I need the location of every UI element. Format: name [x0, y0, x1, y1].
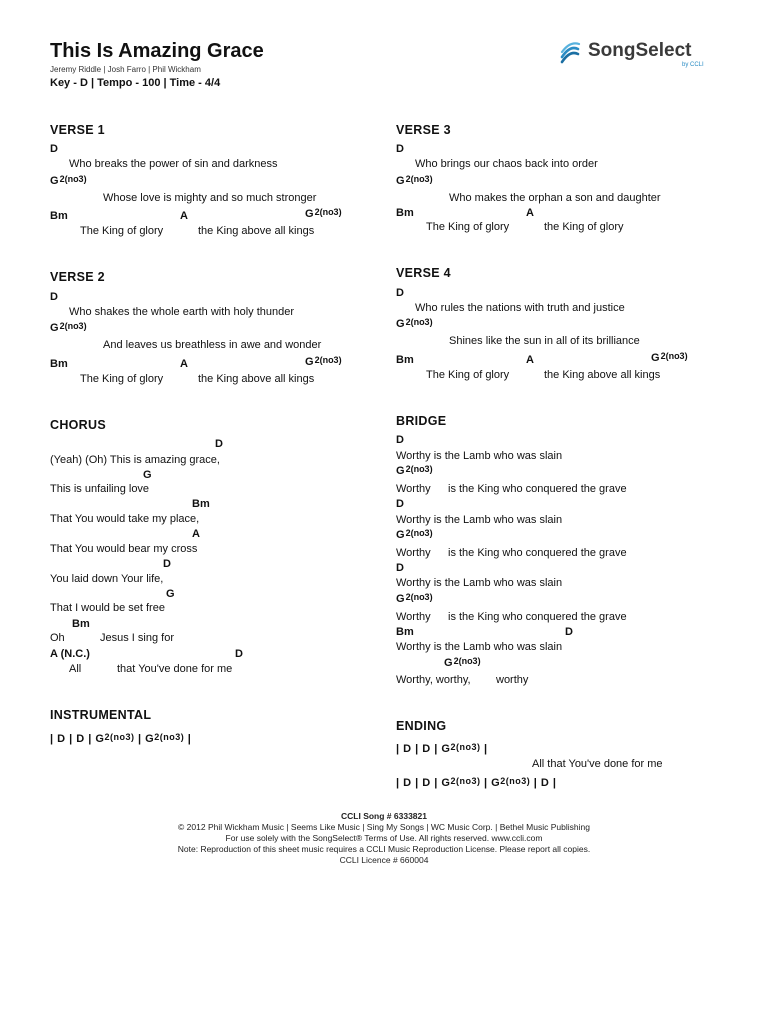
- chord-d: D: [215, 438, 223, 450]
- chorus-line2: This is unfailing love: [50, 483, 150, 495]
- verse4-title: VERSE 4: [396, 266, 451, 280]
- bridge-line1: Worthy is the Lamb who was slain: [396, 577, 563, 589]
- ccli-licence-number: CCLI Licence # 660004: [339, 855, 429, 865]
- chord-g2no3: $G^{2(no3)}$: [651, 351, 688, 364]
- terms-line: For use solely with the SongSelect® Terms of Use. All rights reserved. www.ccli.com: [225, 833, 543, 843]
- ending-progression-1: | D | D | $G^{2(no3)}$ |: [396, 742, 488, 755]
- instrumental-title: INSTRUMENTAL: [50, 708, 152, 722]
- verse1-line2: Whose love is mighty and so much stronger: [103, 192, 317, 204]
- chorus-line6: That I would be set free: [50, 602, 165, 614]
- chord-g2no3: $G^{2(no3)}$: [396, 592, 433, 605]
- songselect-logo-icon: [557, 40, 583, 66]
- chorus-line4: That You would bear my cross: [50, 543, 198, 555]
- verse4-line3b: the King above all kings: [544, 369, 661, 381]
- instrumental-progression: | D | D | $G^{2(no3)}$ | $G^{2(no3)}$ |: [50, 732, 192, 745]
- chorus-line8b: that You've done for me: [117, 663, 233, 675]
- verse1-line3a: The King of glory: [80, 225, 164, 237]
- song-title: This Is Amazing Grace: [50, 40, 264, 62]
- verse2-line3a: The King of glory: [80, 373, 164, 385]
- key-tempo-time: Key - D | Tempo - 100 | Time - 4/4: [50, 77, 221, 89]
- chord-g: G: [143, 469, 152, 481]
- verse4-line1: Who rules the nations with truth and justice: [415, 302, 625, 314]
- verse3-line2: Who makes the orphan a son and daughter: [449, 192, 661, 204]
- chorus-title: CHORUS: [50, 418, 106, 432]
- verse2-line1: Who shakes the whole earth with holy thunder: [69, 306, 295, 318]
- bridge-line2b: is the King who conquered the grave: [448, 483, 627, 495]
- chord-bm: Bm: [192, 498, 210, 510]
- bridge-line1: Worthy is the Lamb who was slain: [396, 450, 563, 462]
- bridge-line2b: is the King who conquered the grave: [448, 611, 627, 623]
- chord-g2no3: $G^{2(no3)}$: [396, 317, 433, 330]
- chord-bm: Bm: [396, 354, 414, 366]
- license-note: Note: Reproduction of this sheet music requires a CCLI Music Reproduction License. Please report all copies.: [177, 844, 591, 854]
- verse1-title: VERSE 1: [50, 123, 105, 137]
- ending-lyric: All that You've done for me: [532, 758, 663, 770]
- chorus-line7b: Jesus I sing for: [100, 632, 174, 644]
- ccli-song-number: CCLI Song # 6333821: [341, 811, 427, 821]
- chord-a: A: [526, 207, 534, 219]
- chorus-line1: (Yeah) (Oh) This is amazing grace,: [50, 454, 220, 466]
- copyright-line: © 2012 Phil Wickham Music | Seems Like Music | Sing My Songs | WC Music Corp. | Bethel Music Publishing: [178, 822, 590, 832]
- chord-a: A: [180, 210, 188, 222]
- chord-bm: Bm: [50, 358, 68, 370]
- chord-bm: Bm: [396, 207, 414, 219]
- chord-d: D: [396, 287, 404, 299]
- verse4-line2: Shines like the sun in all of its brilliance: [449, 335, 640, 347]
- chord-a-nc: A (N.C.): [50, 648, 90, 660]
- chord-d: D: [565, 626, 573, 638]
- chord-g2no3: $G^{2(no3)}$: [305, 355, 342, 368]
- chorus-line7a: Oh: [50, 632, 65, 644]
- bridge-title: BRIDGE: [396, 414, 447, 428]
- logo-by-ccli: by CCLI: [682, 62, 704, 68]
- chord-g2no3: $G^{2(no3)}$: [305, 207, 342, 220]
- chord-d: D: [50, 291, 58, 303]
- verse1-line3b: the King above all kings: [198, 225, 315, 237]
- bridge-line2b: is the King who conquered the grave: [448, 547, 627, 559]
- verse4-line3a: The King of glory: [426, 369, 510, 381]
- chord-d: D: [396, 434, 404, 446]
- chord-g2no3: $G^{2(no3)}$: [396, 528, 433, 541]
- bridge-line2a: Worthy: [396, 547, 431, 559]
- chord-a: A: [192, 528, 200, 540]
- chord-g2no3: $G^{2(no3)}$: [396, 174, 433, 187]
- chord-d: D: [396, 143, 404, 155]
- verse3-line3b: the King of glory: [544, 221, 624, 233]
- bridge-line3a: Worthy, worthy,: [396, 674, 471, 686]
- chord-d: D: [163, 558, 171, 570]
- verse1-line1: Who breaks the power of sin and darkness: [69, 158, 278, 170]
- chord-d: D: [235, 648, 243, 660]
- chorus-line5: You laid down Your life,: [50, 573, 164, 585]
- chorus-line3: That You would take my place,: [50, 513, 200, 525]
- ending-title: ENDING: [396, 719, 447, 733]
- song-authors: Jeremy Riddle | Josh Farro | Phil Wickham: [50, 65, 201, 74]
- chord-g2no3: $G^{2(no3)}$: [444, 656, 481, 669]
- chord-a: A: [526, 354, 534, 366]
- bridge-line1: Worthy is the Lamb who was slain: [396, 514, 563, 526]
- bridge-line1: Worthy is the Lamb who was slain: [396, 641, 563, 653]
- chord-d: D: [396, 498, 404, 510]
- chorus-line8a: All: [69, 663, 82, 675]
- chord-g2no3: $G^{2(no3)}$: [396, 464, 433, 477]
- songselect-logo-text: SongSelect: [588, 40, 692, 61]
- chord-a: A: [180, 358, 188, 370]
- verse2-title: VERSE 2: [50, 270, 105, 284]
- verse3-line1: Who brings our chaos back into order: [415, 158, 598, 170]
- chord-g2no3: $G^{2(no3)}$: [50, 174, 87, 187]
- chord-g: G: [166, 588, 175, 600]
- verse3-title: VERSE 3: [396, 123, 451, 137]
- chord-g2no3: $G^{2(no3)}$: [50, 321, 87, 334]
- bridge-line2a: Worthy: [396, 483, 431, 495]
- chord-bm: Bm: [72, 618, 90, 630]
- chord-d: D: [396, 562, 404, 574]
- chord-d: D: [50, 143, 58, 155]
- verse3-line3a: The King of glory: [426, 221, 510, 233]
- chord-bm: Bm: [50, 210, 68, 222]
- verse2-line2: And leaves us breathless in awe and wonder: [103, 339, 322, 351]
- bridge-line3b: worthy: [496, 674, 529, 686]
- bridge-line2a: Worthy: [396, 611, 431, 623]
- chord-bm: Bm: [396, 626, 414, 638]
- verse2-line3b: the King above all kings: [198, 373, 315, 385]
- ending-progression-2: | D | D | $G^{2(no3)}$ | $G^{2(no3)}$ | D |: [396, 776, 557, 789]
